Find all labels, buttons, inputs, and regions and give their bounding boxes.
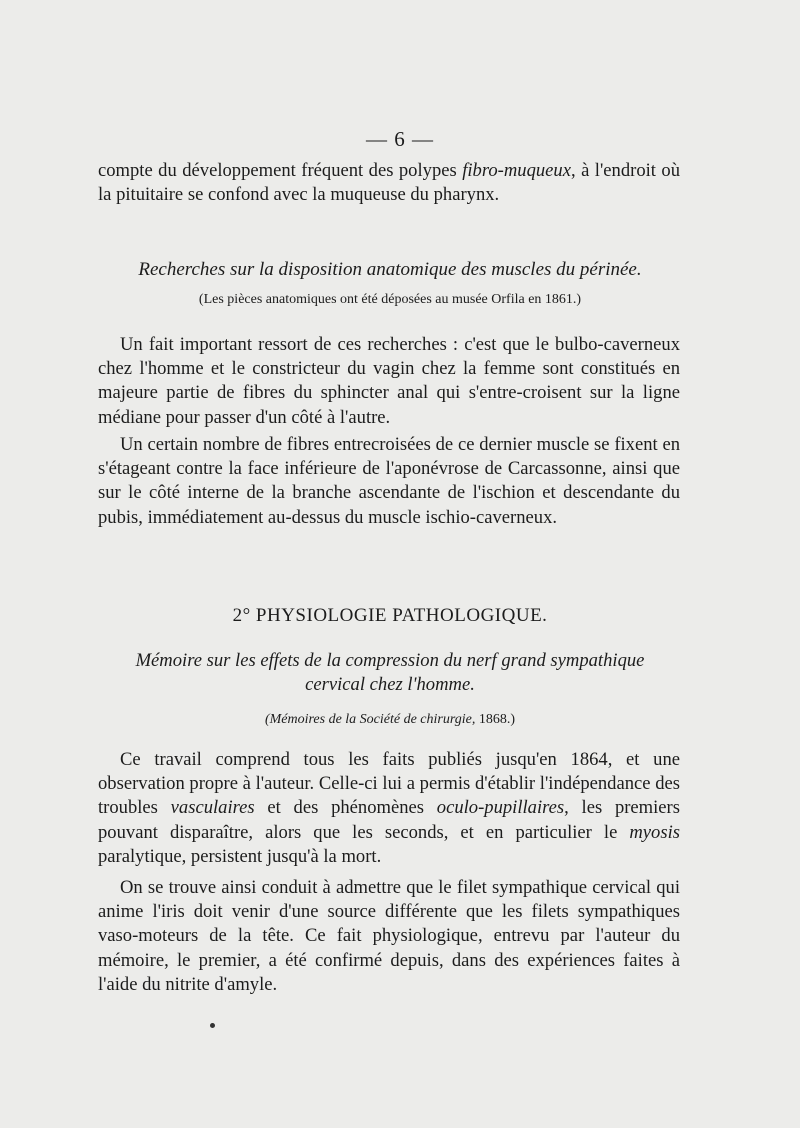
paragraph-travail-italic-2: oculo-pupillaires [436, 797, 565, 819]
paragraph-filet-sympathique: On se trouve ainsi conduit à admettre que le filet sympathique cervical qui anime l'iris doit venir d'une source différente que les filets sympathiques vaso-moteurs de la tête. Ce fait physiologique, entrevu par l'auteur du mémoire, le premier, a été confirmé depuis, dans des expériences faites à l'aide du nitrite d'amyle. [98, 877, 680, 995]
section-title-perinee: Recherches sur la disposition anatomique des muscles du périnée. [138, 259, 642, 280]
section-title-memoire-line-1: Mémoire sur les effets de la compression du nerf grand sympathique [135, 650, 645, 671]
paragraph-travail-text-1: Ce travail comprend tous les faits publiés jusqu'en 1864, et une observation propre à l'auteur. Celle-ci lui a permis d'établir l'indépendance des troubles [98, 749, 680, 819]
source-note-memoires [0, 712, 780, 728]
paragraph-polypes-text-1: compte du développement fréquent des polypes [98, 160, 463, 181]
paragraph-polypes-text-2: , à l'endroit où la pituitaire se confond avec la muqueuse du pharynx. [98, 160, 681, 206]
paragraph-travail-text-2: et des phénomènes [254, 797, 437, 819]
section-title-memoire [0, 649, 780, 697]
source-note-orfila: (Les pièces anatomiques ont été déposées au musée Orfila en 1861.) [198, 292, 582, 307]
section-heading-physiologie: 2° PHYSIOLOGIE PATHOLOGIQUE. [232, 605, 548, 626]
page-number: — 6 — [366, 127, 434, 151]
section-title-memoire-line-2: cervical chez l'homme. [305, 674, 475, 695]
paragraph-fibres: Un certain nombre de fibres entrecroisées de ce dernier muscle se fixent en s'étageant contre la face inférieure de l'aponévrose de Carcassonne, ainsi que sur le côté interne de la branche ascendante de l'ischion et descendante du pubis, immédiatement au-dessus du muscle ischio-caverneux. [98, 434, 680, 528]
paragraph-polypes [98, 159, 680, 207]
ink-speck [210, 1023, 215, 1028]
paragraph-travail-italic-3: myosis [629, 821, 680, 843]
source-note-memoires-title: (Mémoires de la Société de chirurgie, [264, 712, 476, 727]
paragraph-travail-text-3: , les premiers pouvant disparaître, alors que les seconds, et en particulier le [98, 797, 680, 843]
paragraph-polypes-italic: fibro-muqueux [462, 160, 571, 181]
paragraph-bulbo-caverneux: Un fait important ressort de ces recherches : c'est que le bulbo-caverneux chez l'homme et le constricteur du vagin chez la femme sont constitués en majeure partie de fibres du sphincter anal qui s'entre-croisent sur la ligne médiane pour passer d'un côté à l'autre. [98, 334, 680, 428]
source-note-memoires-year: 1868.) [475, 712, 516, 727]
paragraph-travail [98, 748, 680, 869]
paragraph-travail-italic-1: vasculaires [170, 797, 255, 819]
paragraph-travail-text-4: paralytique, persistent jusqu'à la mort. [98, 845, 382, 867]
